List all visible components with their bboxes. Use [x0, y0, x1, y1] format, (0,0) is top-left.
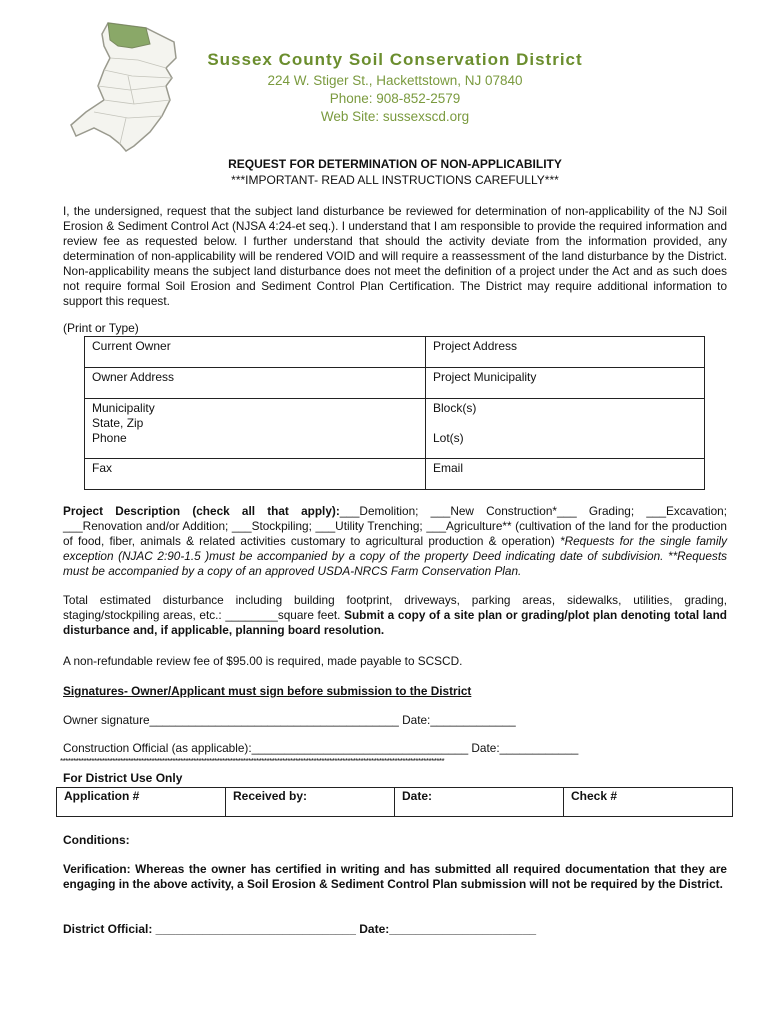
date-cell[interactable]: Date: — [395, 788, 564, 817]
conditions-label: Conditions: — [63, 833, 130, 847]
project-description-section — [63, 504, 727, 579]
org-address: 224 W. Stiger St., Hackettstown, NJ 07840 — [267, 73, 523, 88]
project-municipality-field[interactable] — [426, 368, 705, 399]
print-or-type-label: (Print or Type) — [63, 321, 139, 335]
block-lot-field[interactable] — [426, 399, 705, 459]
disturbance-text[interactable]: Total estimated disturbance including building footprint, driveways, parking areas, sidewalks, utilities, grading, staging/stockpiling areas, etc.: ________square feet. — [63, 593, 727, 622]
email-field[interactable] — [426, 459, 705, 490]
email-label: Email — [433, 461, 464, 475]
project-description-note: *Requests for the single family exception (NJAC 2:90-1.5 )must be accompanied by a copy of the property Deed indicating date of subdivision. **Requests must be accompanied by a copy of an approved USDA-NRCS Farm Conservation Plan. — [63, 534, 727, 578]
district-official-line[interactable]: District Official: ______________________________ Date:______________________ — [63, 922, 537, 936]
disturbance-section — [63, 593, 727, 638]
intro-text: I, the undersigned, request that the subject land disturbance be reviewed for determination of non-applicability of the NJ Soil Erosion & Sediment Control Act (NJSA 4:24-et seq.). I understand that I am responsible to provide the required information and review fee as requested below. I further understand that should the activity deviate from the information provided, any determination of non-applicability will be rendered VOID and will require a reassessment of the land disturbance by the District. Non-applicability means the subject land disturbance does not meet the definition of a project under the Act and as such does not require formal Soil Erosion and Sediment Control Plan Certification. The District may require additional information to support this request. — [63, 204, 727, 308]
applicant-fields-table — [84, 336, 705, 490]
lots-label: Lot(s) — [433, 431, 464, 445]
current-owner-label: Current Owner — [92, 339, 171, 353]
phone-label: Phone — [92, 431, 127, 445]
current-owner-field[interactable] — [85, 337, 426, 368]
separator-stars: *************************************************************************************************************************************************** — [60, 757, 445, 766]
district-use-table — [56, 787, 733, 817]
fax-field[interactable] — [85, 459, 426, 490]
state-zip-label: State, Zip — [92, 416, 144, 430]
project-description-options[interactable]: ___Demolition; ___New Construction*___ Grading; ___Excavation; ___Renovation and/or Addition; ___Stockpiling; ___Utility Trenching; ___Agriculture** (cultivation of the land for the production of food, fiber, animals & related activities customary to agricultural production & operation) — [63, 504, 727, 548]
official-signature-line[interactable]: Construction Official (as applicable):_________________________________ Date:____________ — [63, 741, 579, 755]
intro-paragraph — [63, 204, 727, 309]
fee-statement: A non-refundable review fee of $95.00 is required, made payable to SCSCD. — [63, 654, 463, 668]
owner-signature-line[interactable]: Owner signature______________________________________ Date:_____________ — [63, 713, 516, 727]
org-name: Sussex County Soil Conservation District — [207, 50, 583, 69]
municipality-field[interactable] — [85, 399, 426, 459]
org-website[interactable]: Web Site: sussexscd.org — [320, 109, 470, 124]
district-use-heading: For District Use Only — [63, 771, 183, 785]
owner-address-field[interactable] — [85, 368, 426, 399]
project-address-field[interactable] — [426, 337, 705, 368]
org-phone: Phone: 908-852-2579 — [329, 91, 461, 106]
fax-label: Fax — [92, 461, 113, 475]
municipality-label: Municipality — [92, 401, 155, 415]
project-municipality-label: Project Municipality — [433, 370, 537, 384]
form-subtitle: ***IMPORTANT- READ ALL INSTRUCTIONS CAREFULLY*** — [231, 173, 559, 187]
application-number-cell[interactable]: Application # — [57, 788, 226, 817]
project-address-label: Project Address — [433, 339, 518, 353]
form-title: REQUEST FOR DETERMINATION OF NON-APPLICABILITY — [228, 157, 562, 171]
received-by-cell[interactable]: Received by: — [226, 788, 395, 817]
project-description-label: Project Description (check all that apply): — [63, 504, 340, 518]
blocks-label: Block(s) — [433, 401, 477, 415]
check-number-cell[interactable]: Check # — [564, 788, 733, 817]
owner-address-label: Owner Address — [92, 370, 175, 384]
disturbance-bold-text: Submit a copy of a site plan or grading/plot plan denoting total land disturbance and, if applicable, planning board resolution. — [63, 608, 727, 637]
verification-text: Verification: Whereas the owner has certified in writing and has submitted all required documentation that they are engaging in the above activity, a Soil Erosion & Sediment Control Plan submission will not be required by the District. — [63, 862, 727, 891]
signatures-heading: Signatures- Owner/Applicant must sign before submission to the District — [63, 684, 472, 698]
